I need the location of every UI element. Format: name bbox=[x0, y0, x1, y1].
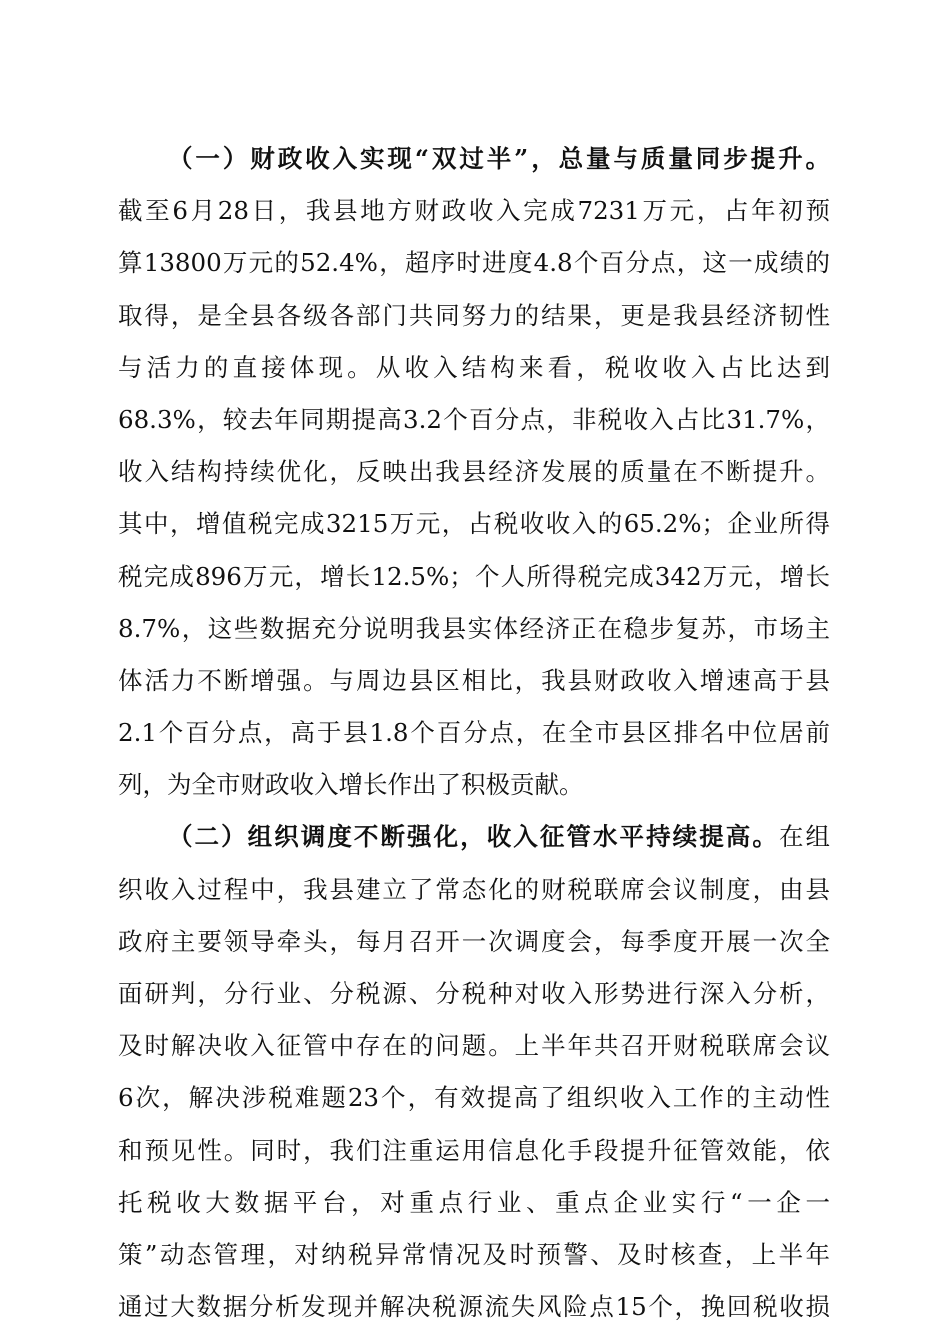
text-line: 取得，是全县各级各部门共同努力的结果，更是我县经济韧性 bbox=[118, 300, 830, 330]
text-line: 算13800万元的52.4%，超序时进度4.8个百分点，这一成绩的 bbox=[118, 248, 830, 278]
paragraph-heading bbox=[118, 133, 830, 185]
text-line: 税完成896万元，增长12.5%；个人所得税完成342万元，增长 bbox=[118, 561, 830, 591]
text-line: 截至6月28日，我县地方财政收入完成7231万元，占年初预 bbox=[118, 196, 830, 226]
text-line: 列，为全市财政收入增长作出了积极贡献。 bbox=[118, 770, 584, 800]
text-line: 托税收大数据平台，对重点行业、重点企业实行“一企一 bbox=[118, 1187, 830, 1217]
text-line: 织收入过程中，我县建立了常态化的财税联席会议制度，由县 bbox=[118, 874, 830, 904]
text-line: 6次，解决涉税难题23个，有效提高了组织收入工作的主动性 bbox=[118, 1083, 830, 1113]
text-line: 体活力不断增强。与周边县区相比，我县财政收入增速高于县 bbox=[118, 665, 830, 695]
paragraph-collection-management bbox=[118, 811, 830, 1333]
text-line: 策”动态管理，对纳税异常情况及时预警、及时核查，上半年 bbox=[118, 1239, 830, 1269]
document-body bbox=[118, 133, 830, 1333]
text-line: 通过大数据分析发现并解决税源流失风险点15个，挽回税收损 bbox=[118, 1292, 830, 1322]
paragraph-fiscal-revenue bbox=[118, 133, 830, 811]
text-line: 68.3%，较去年同期提高3.2个百分点，非税收入占比31.7%， bbox=[118, 404, 830, 434]
heading-text: （一）财政收入实现“双过半”，总量与质量同步提升。 bbox=[168, 144, 830, 173]
text-line: 及时解决收入征管中存在的问题。上半年共召开财税联席会议 bbox=[118, 1031, 830, 1061]
text-line: 其中，增值税完成3215万元，占税收收入的65.2%；企业所得 bbox=[118, 509, 830, 539]
text-line: 8.7%，这些数据充分说明我县实体经济正在稳步复苏，市场主 bbox=[118, 613, 830, 643]
text-line: 面研判，分行业、分税源、分税种对收入形势进行深入分析， bbox=[118, 979, 830, 1008]
text-line: 收入结构持续优化，反映出我县经济发展的质量在不断提升。 bbox=[118, 457, 830, 487]
text-line: 与活力的直接体现。从收入结构来看，税收收入占比达到 bbox=[118, 352, 830, 382]
heading-text: （二）组织调度不断强化，收入征管水平持续提高。 bbox=[168, 822, 779, 852]
paragraph-heading bbox=[118, 811, 830, 863]
heading-tail-text: 在组 bbox=[778, 822, 830, 852]
text-line: 政府主要领导牵头，每月召开一次调度会，每季度开展一次全 bbox=[118, 926, 830, 956]
text-line: 和预见性。同时，我们注重运用信息化手段提升征管效能，依 bbox=[118, 1135, 830, 1165]
text-line: 2.1个百分点，高于县1.8个百分点，在全市县区排名中位居前 bbox=[118, 718, 830, 748]
